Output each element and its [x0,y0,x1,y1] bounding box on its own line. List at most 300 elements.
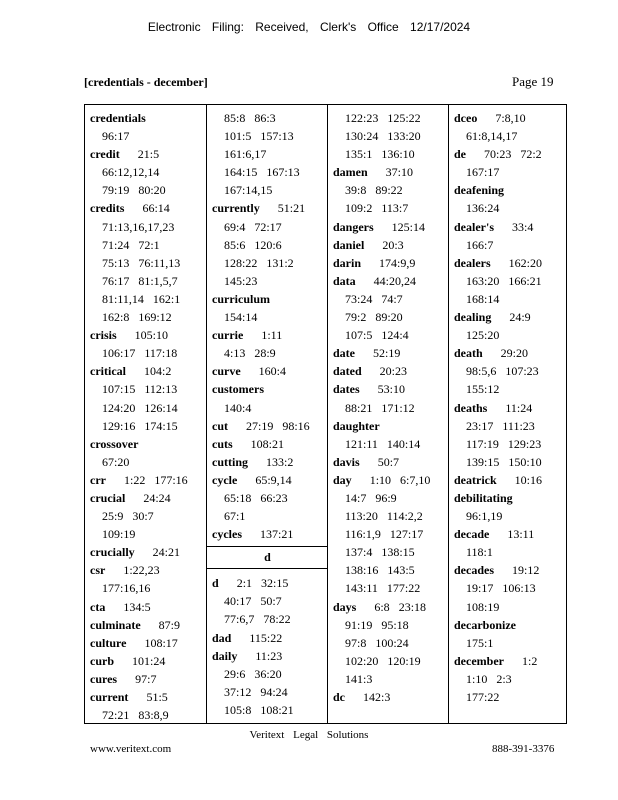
page-line-ref: 104:2 [143,364,172,379]
index-term: crucially [90,545,135,560]
index-ref-line [454,290,566,308]
page-line-ref: 67:20 [102,454,130,469]
page-line-ref: 73:24 [345,291,373,306]
index-ref-line [212,507,327,525]
page-line-ref: 37:10 [385,165,414,180]
index-term: days [333,599,357,614]
page-line-ref: 127:17 [389,527,424,542]
page-line-ref: 10:16 [514,472,542,487]
page-line-ref: 76:17 [102,273,130,288]
index-ref-line [90,127,206,145]
index-term-line [90,145,206,163]
page-line-ref: 1:10 [369,472,392,487]
page-line-ref: 108:19 [466,599,500,614]
page-line-ref: 23:18 [398,599,427,614]
index-ref-line [90,254,206,272]
page-line-ref: 161:6,17 [224,147,267,162]
index-term: darin [333,255,362,270]
page-number: Page 19 [512,74,554,89]
page-line-ref: 121:11 [345,436,378,451]
index-ref-line [333,489,448,507]
page-line-ref: 6:7,10 [400,472,431,487]
index-term-line [90,598,206,616]
index-term: davis [333,454,360,469]
index-ref-line [212,109,327,127]
index-ref-line [90,272,206,290]
index-term: dates [333,382,360,397]
index-term-line [90,616,206,634]
index-ref-line [454,598,566,616]
index-term-line [333,688,448,706]
page-line-ref: 163:20 [466,273,500,288]
index-term: current [90,690,129,704]
index-term-line [454,652,566,670]
page-line-ref: 69:4 [224,219,246,234]
page-line-ref: 98:16 [282,418,310,433]
index-term: de [454,147,466,162]
index-ref-line [454,579,566,597]
index-term: dad [212,630,232,645]
page-line-ref: 102:20 [345,653,379,668]
page-line-ref: 78:22 [263,612,291,627]
page-line-ref: 85:6 [224,237,246,252]
index-term: curb [90,653,114,668]
page-line-ref: 1:22,23 [123,563,160,578]
index-ref-line [333,634,448,652]
page-line-ref: 66:12,12,14 [102,165,160,180]
index-ref-line [90,308,206,326]
page-line-ref: 53:10 [377,382,406,397]
index-ref-line [212,218,327,236]
page-line-ref: 143:5 [387,563,415,578]
page-line-ref: 72:21 [102,708,130,723]
index-term: crisis [90,328,117,343]
index-term: dealing [454,310,492,325]
page-line-ref: 106:13 [502,581,536,596]
index-term: currie [212,328,244,343]
index-ref-line [90,525,206,543]
index-term: damen [333,165,368,180]
index-term: curve [212,364,241,379]
index-ref-line [333,290,448,308]
page-line-ref: 175:1 [466,635,494,650]
index-ref-line [90,507,206,525]
index-ref-line [212,163,327,181]
index-term: crossover [90,436,139,451]
index-ref-line [212,683,327,701]
index-term-line [454,525,566,543]
index-term-line [333,598,448,616]
page-line-ref: 122:23 [345,111,379,125]
page-line-ref: 101:5 [224,129,252,144]
index-ref-line [333,435,448,453]
index-term: cut [212,418,228,433]
index-term: culminate [90,617,141,632]
page-line-ref: 124:4 [381,328,409,343]
index-ref-line [212,399,327,417]
page-line-ref: 79:19 [102,183,130,198]
index-term-line [212,417,327,435]
page-line-ref: 79:2 [345,310,367,325]
index-ref-line [333,181,448,199]
index-ref-line [333,561,448,579]
page-line-ref: 107:15 [102,382,136,397]
index-ref-line [212,344,327,362]
page-line-ref: 71:13,16,17,23 [102,219,175,234]
page-line-ref: 167:17 [466,165,500,180]
index-ref-line [333,399,448,417]
page-line-ref: 96:1,19 [466,509,503,524]
index-term: d [212,576,219,591]
page-line-ref: 137:21 [259,527,294,542]
index-ref-line [90,579,206,597]
page-line-ref: 81:11,14 [102,291,144,306]
index-term-line [212,525,327,543]
index-term: crucial [90,490,126,505]
index-term-line [333,254,448,272]
page-line-ref: 154:14 [224,310,258,325]
index-term-line [212,647,327,665]
page-line-ref: 72:2 [520,147,542,162]
page-line-ref: 32:15 [261,576,289,591]
page-line-ref: 129:16 [102,418,136,433]
page-line-ref: 89:20 [375,310,403,325]
page-line-ref: 40:17 [224,594,252,609]
page-line-ref: 19:17 [466,581,494,596]
index-term: culture [90,635,127,650]
page-line-ref: 98:5,6 [466,364,497,379]
index-term: cutting [212,454,248,469]
page-line-ref: 1:11 [261,328,283,343]
page-line-ref: 87:9 [158,617,181,632]
page-line-ref: 133:2 [266,454,294,469]
page-line-ref: 139:15 [466,454,500,469]
page-line-ref: 1:10 [466,671,488,686]
page-line-ref: 141:3 [345,671,373,686]
page-line-ref: 44:20,24 [373,273,417,288]
page-line-ref: 136:24 [466,201,500,216]
index-term-line [454,561,566,579]
page-line-ref: 166:21 [508,273,542,288]
page-line-ref: 162:1 [152,291,181,306]
index-ref-line [454,543,566,561]
page-line-ref: 167:13 [266,165,300,180]
index-term: dc [333,690,345,704]
index-term-line [454,145,566,163]
index-ref-line [454,236,566,254]
page-line-ref: 118:1 [466,545,493,560]
page-line-ref: 177:22 [386,581,421,596]
page-line-ref: 108:21 [260,702,294,717]
page-line-ref: 95:18 [381,617,409,632]
page-line-ref: 177:16 [154,472,188,487]
index-ref-line [454,163,566,181]
index-ref-line [90,181,206,199]
page-line-ref: 86:3 [254,111,276,125]
index-term-line [454,308,566,326]
page-line-ref: 74:7 [381,291,403,306]
page-line-ref: 113:20 [345,509,378,524]
index-term: decade [454,527,490,542]
index-term-line [90,109,206,127]
page-line-ref: 105:10 [134,328,169,343]
index-term: deaths [454,400,488,415]
index-term-line [90,543,206,561]
index-term: currently [212,201,260,216]
page-line-ref: 164:15 [224,165,258,180]
footer-phone: 888-391-3376 [492,743,555,755]
page-line-ref: 168:14 [466,291,500,306]
index-ref-line [333,525,448,543]
index-ref-line [454,417,566,435]
index-ref-line [454,688,566,706]
page-line-ref: 23:17 [466,418,494,433]
index-ref-line [90,453,206,471]
footer-vendor: Veritext Legal Solutions [249,729,369,741]
index-ref-line [90,236,206,254]
index-ref-line [454,127,566,145]
index-ref-line [212,610,327,628]
page-line-ref: 177:22 [466,690,500,704]
page-line-ref: 91:19 [345,617,373,632]
index-ref-line [333,579,448,597]
page-line-ref: 65:18 [224,490,252,505]
index-term-line [454,616,566,634]
page-line-ref: 129:23 [507,436,542,451]
index-term: daughter [333,418,380,433]
index-ref-line [212,308,327,326]
page-line-ref: 145:23 [224,273,258,288]
page-line-ref: 150:10 [508,454,542,469]
page-line-ref: 21:5 [137,147,160,162]
index-term: december [454,653,504,668]
index-ref-line [333,507,448,525]
page-line-ref: 108:17 [144,635,178,650]
index-term-line [454,218,566,236]
index-ref-line [333,652,448,670]
page-line-ref: 20:23 [379,364,408,379]
page-line-ref: 67:1 [224,509,246,524]
index-term-line [212,435,327,453]
index-ref-line [454,507,566,525]
page-line-ref: 134:5 [123,599,151,614]
page-line-ref: 66:14 [142,201,170,216]
index-term: cta [90,599,106,614]
index-term-line [212,290,327,308]
index-column-2 [206,105,327,723]
page-line-ref: 120:19 [387,653,421,668]
index-term: crr [90,472,106,487]
index-term: curriculum [212,291,270,306]
page-line-ref: 51:21 [277,201,306,216]
page-line-ref: 97:8 [345,635,367,650]
page-line-ref: 133:20 [387,129,421,144]
page-line-ref: 111:23 [502,418,535,433]
page-line-ref: 33:4 [512,219,534,234]
index-ref-line [212,272,327,290]
index-ref-line [333,543,448,561]
page-line-ref: 125:14 [391,219,426,234]
page-line-ref: 105:8 [224,702,252,717]
index-ref-line [90,344,206,362]
index-ref-line [90,218,206,236]
page-line-ref: 61:8,14,17 [466,129,518,144]
filing-stamp: Electronic Filing: Received, Clerk's Office 12/17/2024 [147,20,471,34]
index-ref-line [212,489,327,507]
index-ref-line [333,127,448,145]
page-line-ref: 24:24 [143,490,171,505]
page-line-ref: 36:20 [254,666,282,681]
index-term: deafening [454,183,505,198]
page-line-ref: 20:3 [382,237,404,252]
index-ref-line [454,380,566,398]
index-term: cuts [212,436,233,451]
index-term-line [90,688,206,706]
index-term: death [454,346,483,361]
index-term-line [454,254,566,272]
index-term-line [212,380,327,398]
index-term-line [454,109,566,127]
index-term: credit [90,147,120,162]
index-term: dealer's [454,219,494,234]
index-term-line [212,471,327,489]
page-line-ref: 136:10 [381,147,415,162]
index-ref-line [90,706,206,723]
index-term-line [212,574,327,592]
page-line-ref: 11:24 [505,400,533,415]
index-term: dangers [333,219,374,234]
index-term-line [212,326,327,344]
page-line-ref: 6:8 [374,599,390,614]
page-line-ref: 112:13 [144,382,178,397]
section-letter: d [207,546,327,569]
page-line-ref: 25:9 [102,509,124,524]
page-line-ref: 125:20 [466,328,500,343]
page-line-ref: 120:6 [254,237,282,252]
page-line-ref: 125:22 [387,111,421,125]
index-term-line [212,362,327,380]
index-column-3 [327,105,448,723]
index-term-line [212,199,327,217]
page-line-ref: 138:15 [381,545,415,560]
page-line-ref: 4:13 [224,346,246,361]
page-line-ref: 65:9,14 [255,472,292,487]
index-term-line [454,344,566,362]
index-term: dated [333,364,362,379]
page-line-ref: 155:12 [466,382,500,397]
page-line-ref: 30:7 [132,509,154,524]
index-term-line [90,435,206,453]
index-ref-line [90,290,206,308]
index-ref-line [454,199,566,217]
page-line-ref: 108:21 [250,436,285,451]
index-ref-line [212,145,327,163]
index-term-line [90,471,206,489]
page-line-ref: 124:20 [102,400,136,415]
index-term-line [90,326,206,344]
page-line-ref: 37:12 [224,684,252,699]
index-term: decarbonize [454,617,516,632]
index-term-line [333,453,448,471]
index-ref-line [212,181,327,199]
page-line-ref: 160:4 [258,364,286,379]
index-ref-line [333,308,448,326]
index-term-line [212,629,327,647]
page-line-ref: 96:17 [102,129,130,144]
index-term-line [333,380,448,398]
page-line-ref: 97:7 [135,671,157,686]
page-line-ref: 24:21 [152,545,180,560]
page-line-ref: 117:18 [144,346,178,361]
page-line-ref: 14:7 [345,490,367,505]
index-ref-line [454,670,566,688]
page-line-ref: 39:8 [345,183,367,198]
index-ref-line [333,109,448,127]
page-line-ref: 50:7 [260,594,282,609]
page-line-ref: 80:20 [138,183,166,198]
footer-website: www.veritext.com [90,743,172,755]
page-line-ref: 50:7 [377,454,400,469]
index-term: customers [212,382,264,397]
index-term: daniel [333,237,365,252]
page-line-ref: 52:19 [373,346,401,361]
index-term: debilitating [454,490,513,505]
page-line-ref: 169:12 [138,310,172,325]
page-line-ref: 140:14 [386,436,421,451]
index-term-line [90,561,206,579]
index-ref-line [454,435,566,453]
index-ref-line [333,616,448,634]
page-line-ref: 157:13 [260,129,294,144]
page-line-ref: 126:14 [144,400,178,415]
page-line-ref: 162:20 [508,255,542,270]
index-ref-line [333,199,448,217]
page-line-ref: 29:20 [500,346,529,361]
index-term-line [454,471,566,489]
index-term-line [90,634,206,652]
page-line-ref: 29:6 [224,666,246,681]
page-line-ref: 167:14,15 [224,183,273,198]
page-line-ref: 75:13 [102,255,130,270]
index-column-4 [448,105,566,723]
page-line-ref: 107:5 [345,328,373,343]
page-line-ref: 89:22 [375,183,403,198]
index-term-line [333,272,448,290]
index-term-line [333,163,448,181]
page-line-ref: 106:17 [102,346,136,361]
page-line-ref: 109:2 [345,201,373,216]
page-line-ref: 128:22 [224,255,258,270]
index-term: csr [90,563,106,578]
page-line-ref: 13:11 [507,527,535,542]
page-line-ref: 83:8,9 [138,708,169,723]
index-term-line [90,670,206,688]
index-term-line [90,199,206,217]
page-line-ref: 94:24 [260,684,288,699]
page-line-ref: 100:24 [375,635,409,650]
index-ref-line [212,665,327,683]
page-line-ref: 140:4 [224,400,252,415]
index-ref-line [454,634,566,652]
index-term-line [90,362,206,380]
index-ref-line [212,236,327,254]
page-line-ref: 81:1,5,7 [138,273,178,288]
page-line-ref: 162:8 [102,310,130,325]
index-ref-line [212,254,327,272]
page-line-ref: 109:19 [102,527,136,542]
page-line-ref: 24:9 [509,310,531,325]
index-term-line [333,236,448,254]
